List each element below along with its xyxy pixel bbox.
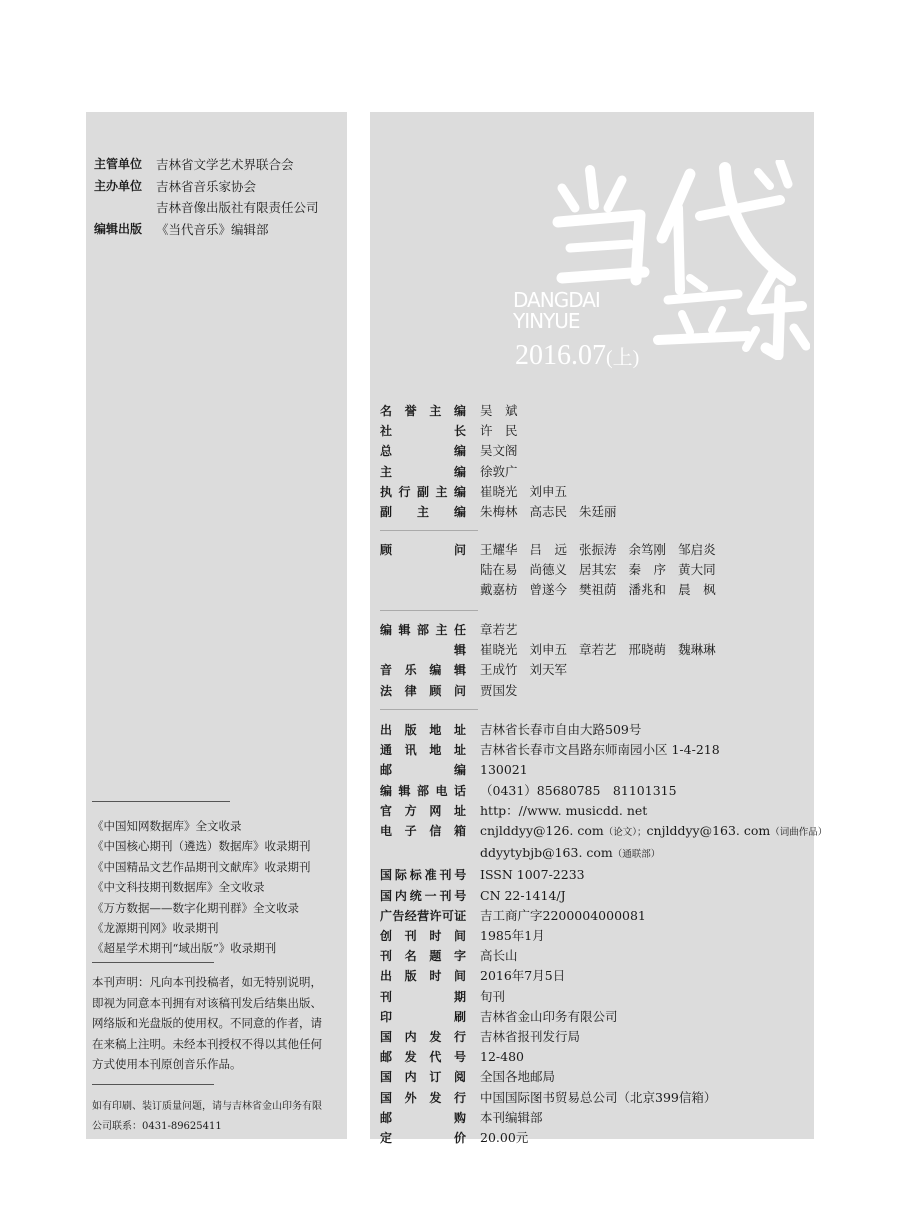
sponsor-value: 吉林省文学艺术界联合会 bbox=[156, 157, 294, 172]
email-note: （论文）； bbox=[603, 827, 647, 839]
staff-row bbox=[380, 401, 629, 421]
person-name: 魏琳琳 bbox=[678, 642, 716, 658]
pub-row bbox=[380, 781, 827, 801]
pub-row bbox=[380, 720, 827, 740]
person-name: 邢晓萌 bbox=[628, 642, 667, 658]
staff-names bbox=[480, 462, 530, 482]
person-name: 黄大同 bbox=[678, 562, 716, 578]
editorial-list bbox=[380, 620, 728, 701]
sponsor-label bbox=[94, 197, 156, 219]
pub-label: 邮 购 bbox=[380, 1110, 466, 1125]
person-name: 吴 斌 bbox=[480, 403, 518, 418]
email-note: （通联部） bbox=[612, 849, 661, 861]
advisors-list bbox=[380, 540, 728, 601]
sponsor-label: 主办单位 bbox=[94, 178, 143, 193]
pub-label: 出 版 时 间 bbox=[380, 969, 466, 984]
pub-row bbox=[380, 966, 827, 986]
printing-contact bbox=[92, 1097, 344, 1137]
staff-label: 副 主 编 bbox=[380, 505, 466, 520]
pub-label: 印 刷 bbox=[380, 1009, 466, 1024]
pub-row bbox=[380, 1007, 827, 1027]
pub-label: 邮 发 代 号 bbox=[380, 1050, 466, 1065]
staff-names bbox=[480, 421, 530, 441]
pub-value: 吉工商广字2200004000081 bbox=[480, 907, 646, 923]
divider bbox=[380, 610, 478, 611]
pub-row bbox=[380, 1108, 827, 1128]
pub-label: 官 方 网 址 bbox=[380, 803, 466, 818]
pub-label bbox=[380, 843, 480, 865]
issue-part: (上) bbox=[606, 347, 640, 369]
pub-label: 出 版 地 址 bbox=[380, 723, 466, 737]
pub-label: 国 内 订 阅 bbox=[380, 1070, 466, 1085]
person-name: 曾遂今 bbox=[529, 582, 568, 598]
pub-value: 吉林省长春市自由大路509号 bbox=[480, 722, 642, 737]
person-name: 秦 序 bbox=[628, 562, 667, 578]
email-note: （词曲作品） bbox=[770, 827, 828, 839]
pub-label: 国 内 发 行 bbox=[380, 1030, 466, 1045]
person-name: 张振涛 bbox=[579, 542, 617, 557]
pub-label: 通 讯 地 址 bbox=[380, 743, 466, 758]
pub-row bbox=[380, 926, 827, 946]
person-name: 崔晓光 bbox=[480, 642, 518, 658]
email-value bbox=[480, 821, 827, 843]
email-address: cnjlddyy@163. com bbox=[646, 823, 771, 839]
divider bbox=[92, 1084, 214, 1085]
person-name: 吴文阁 bbox=[480, 443, 518, 459]
staff-names bbox=[480, 580, 728, 600]
printing-line: 公司联系：0431-89625411 bbox=[92, 1121, 222, 1132]
staff-label: 主 编 bbox=[380, 464, 466, 479]
staff-label bbox=[380, 580, 480, 600]
person-name: 吕 远 bbox=[529, 542, 568, 557]
pub-value: 中国国际图书贸易总公司（北京399信箱） bbox=[480, 1089, 717, 1105]
sponsor-value: 吉林音像出版社有限责任公司 bbox=[156, 200, 319, 215]
pub-label: 电 子 信 箱 bbox=[380, 824, 466, 839]
pub-value: CN 22-1414/J bbox=[480, 887, 566, 903]
person-name: 王耀华 bbox=[480, 542, 518, 557]
pub-label: 刊 期 bbox=[380, 989, 466, 1004]
issue-number bbox=[515, 340, 639, 372]
staff-row bbox=[380, 441, 629, 461]
sponsor-value: 吉林省音乐家协会 bbox=[156, 178, 257, 194]
website-link: http：//www. musicdd. net bbox=[480, 802, 648, 818]
pub-label: 邮 编 bbox=[380, 763, 466, 778]
staff-names bbox=[480, 441, 530, 461]
pub-label: 刊 名 题 字 bbox=[380, 949, 466, 964]
pub-value: 本刊编辑部 bbox=[480, 1109, 543, 1125]
copyright-notice bbox=[92, 972, 342, 1075]
notice-line: 本刊声明：凡向本刊投稿者，如无特别说明， bbox=[92, 975, 322, 989]
staff-label: 法 律 顾 问 bbox=[380, 683, 466, 698]
staff-row bbox=[380, 560, 728, 580]
pub-label: 国 内 统 一 刊 号 bbox=[380, 888, 466, 903]
staff-row bbox=[380, 640, 728, 660]
person-name: 崔晓光 bbox=[480, 483, 518, 499]
pub-row bbox=[380, 843, 827, 865]
sponsor-row bbox=[94, 219, 319, 241]
pub-row bbox=[380, 801, 827, 821]
pub-label: 编 辑 部 电 话 bbox=[380, 783, 466, 798]
pub-row bbox=[380, 821, 827, 843]
pub-value: ISSN 1007-2233 bbox=[480, 867, 585, 883]
staff-names bbox=[480, 681, 530, 701]
notice-line: 方式使用本刊原创音乐作品。 bbox=[92, 1057, 242, 1072]
staff-names bbox=[480, 482, 579, 502]
pub-row bbox=[380, 1027, 827, 1047]
divider bbox=[380, 709, 478, 710]
sponsor-row bbox=[94, 197, 319, 219]
staff-row bbox=[380, 540, 728, 560]
staff-names bbox=[480, 401, 530, 421]
database-list bbox=[92, 816, 311, 959]
divider bbox=[380, 530, 478, 531]
pub-value: 旬刊 bbox=[480, 988, 506, 1004]
pub-value: 吉林省金山印务有限公司 bbox=[480, 1008, 618, 1024]
leadership-list bbox=[380, 401, 629, 522]
left-info-panel bbox=[86, 112, 347, 1139]
brand-line: YINYUE bbox=[513, 309, 580, 333]
divider bbox=[92, 962, 214, 963]
pub-row bbox=[380, 1047, 827, 1067]
email-address: cnjlddyy@126. com bbox=[480, 823, 604, 839]
staff-names bbox=[480, 660, 579, 680]
person-name: 余笃刚 bbox=[628, 542, 667, 557]
staff-row bbox=[380, 681, 728, 701]
database-item: 《中国知网数据库》全文收录 bbox=[92, 819, 242, 833]
staff-label bbox=[380, 560, 480, 580]
notice-line: 网络版和光盘版的使用权。不同意的作者，请 bbox=[92, 1016, 322, 1031]
pub-value: 吉林省长春市文昌路东师南园小区 1-4-218 bbox=[480, 742, 720, 758]
sponsor-label: 主管单位 bbox=[94, 157, 143, 171]
staff-label: 辑 bbox=[453, 643, 466, 658]
person-name: 朱梅林 bbox=[480, 504, 518, 520]
pub-value: 130021 bbox=[480, 762, 528, 778]
person-name: 贾国发 bbox=[480, 682, 518, 698]
pub-row bbox=[380, 906, 827, 926]
pub-label: 国 际 标 准 刊 号 bbox=[380, 868, 466, 883]
pub-value: 20.00元 bbox=[480, 1130, 529, 1146]
pub-row bbox=[380, 886, 827, 906]
database-item: 《龙源期刊网》收录期刊 bbox=[92, 921, 219, 936]
person-name: 戴嘉枋 bbox=[480, 582, 518, 598]
staff-label: 社 长 bbox=[380, 424, 466, 439]
sponsor-list bbox=[94, 154, 319, 240]
database-item: 《超星学术期刊“域出版”》收录期刊 bbox=[92, 941, 277, 956]
person-name: 尚德义 bbox=[529, 562, 568, 578]
issue-date: 2016.07 bbox=[515, 340, 606, 371]
staff-row bbox=[380, 660, 728, 680]
person-name: 高志民 bbox=[529, 504, 568, 520]
staff-names bbox=[480, 640, 728, 660]
pub-label: 定 价 bbox=[380, 1131, 466, 1146]
person-name: 许 民 bbox=[480, 423, 518, 439]
pub-row bbox=[380, 1088, 827, 1108]
sponsor-row bbox=[94, 176, 319, 198]
person-name: 邹启炎 bbox=[678, 542, 716, 557]
staff-names bbox=[480, 540, 728, 560]
brand-english bbox=[513, 290, 600, 332]
person-name: 徐敦广 bbox=[480, 463, 518, 479]
staff-row bbox=[380, 482, 629, 502]
email-value bbox=[480, 843, 660, 865]
pub-value: 吉林省报刊发行局 bbox=[480, 1029, 581, 1045]
staff-row bbox=[380, 421, 629, 441]
pub-label: 国 外 发 行 bbox=[380, 1090, 466, 1105]
person-name: 刘申五 bbox=[529, 642, 568, 658]
database-item: 《万方数据——数字化期刊群》全文收录 bbox=[92, 900, 299, 915]
pub-value: （0431）85680785 81101315 bbox=[480, 782, 677, 798]
pub-label: 创 刊 时 间 bbox=[380, 929, 466, 944]
staff-label: 名 誉 主 编 bbox=[380, 404, 466, 418]
staff-label: 总 编 bbox=[380, 444, 466, 459]
pub-value: 12-480 bbox=[480, 1049, 524, 1065]
sponsor-value: 《当代音乐》编辑部 bbox=[156, 221, 269, 237]
pub-row bbox=[380, 740, 827, 760]
person-name: 陆在易 bbox=[480, 562, 518, 578]
publication-info bbox=[380, 720, 827, 1148]
staff-names bbox=[480, 502, 629, 522]
person-name: 樊祖荫 bbox=[579, 582, 617, 598]
sponsor-row bbox=[94, 154, 319, 176]
brand-line: DANGDAI bbox=[513, 288, 600, 312]
pub-row bbox=[380, 760, 827, 780]
person-name: 朱廷丽 bbox=[579, 504, 617, 520]
pub-row bbox=[380, 865, 827, 885]
printing-line: 如有印刷、装订质量问题，请与吉林省金山印务有限 bbox=[92, 1101, 322, 1112]
notice-line: 在来稿上注明。未经本刊授权不得以其他任何 bbox=[92, 1036, 322, 1051]
pub-row bbox=[380, 1067, 827, 1087]
pub-row bbox=[380, 946, 827, 966]
database-item: 《中文科技期刊数据库》全文收录 bbox=[92, 880, 265, 895]
person-name: 潘兆和 bbox=[628, 582, 667, 598]
pub-row bbox=[380, 987, 827, 1007]
sponsor-label: 编辑出版 bbox=[94, 221, 143, 236]
person-name: 晨 枫 bbox=[678, 582, 716, 598]
database-item: 《中国精品文艺作品期刊文献库》收录期刊 bbox=[92, 859, 311, 874]
staff-label: 执 行 副 主 编 bbox=[380, 484, 466, 499]
person-name: 居其宏 bbox=[579, 562, 617, 578]
person-name: 章若艺 bbox=[579, 642, 617, 658]
pub-value: 2016年7月5日 bbox=[480, 968, 566, 984]
person-name: 章若艺 bbox=[480, 622, 518, 637]
staff-label: 音 乐 编 辑 bbox=[380, 663, 466, 678]
staff-row bbox=[380, 580, 728, 600]
staff-label: 顾 问 bbox=[380, 543, 466, 557]
divider bbox=[92, 801, 230, 802]
pub-value: 全国各地邮局 bbox=[480, 1069, 556, 1085]
person-name: 刘天军 bbox=[529, 662, 568, 678]
pub-value: 高长山 bbox=[480, 948, 518, 964]
pub-row bbox=[380, 1128, 827, 1148]
staff-row bbox=[380, 620, 728, 640]
staff-row bbox=[380, 502, 629, 522]
staff-label: 编 辑 部 主 任 bbox=[380, 623, 466, 637]
pub-label: 广 告 经 营 许 可 证 bbox=[380, 908, 466, 923]
person-name: 刘申五 bbox=[529, 483, 568, 499]
staff-names bbox=[480, 560, 728, 580]
pub-value: 1985年1月 bbox=[480, 928, 545, 944]
notice-line: 即视为同意本刊拥有对该稿刊发后结集出版、 bbox=[92, 995, 322, 1010]
person-name: 王成竹 bbox=[480, 662, 518, 678]
staff-names bbox=[480, 620, 530, 640]
staff-row bbox=[380, 462, 629, 482]
email-address: ddyytybjb@163. com bbox=[480, 845, 613, 861]
database-item: 《中国核心期刊（遴选）数据库》收录期刊 bbox=[92, 839, 311, 854]
